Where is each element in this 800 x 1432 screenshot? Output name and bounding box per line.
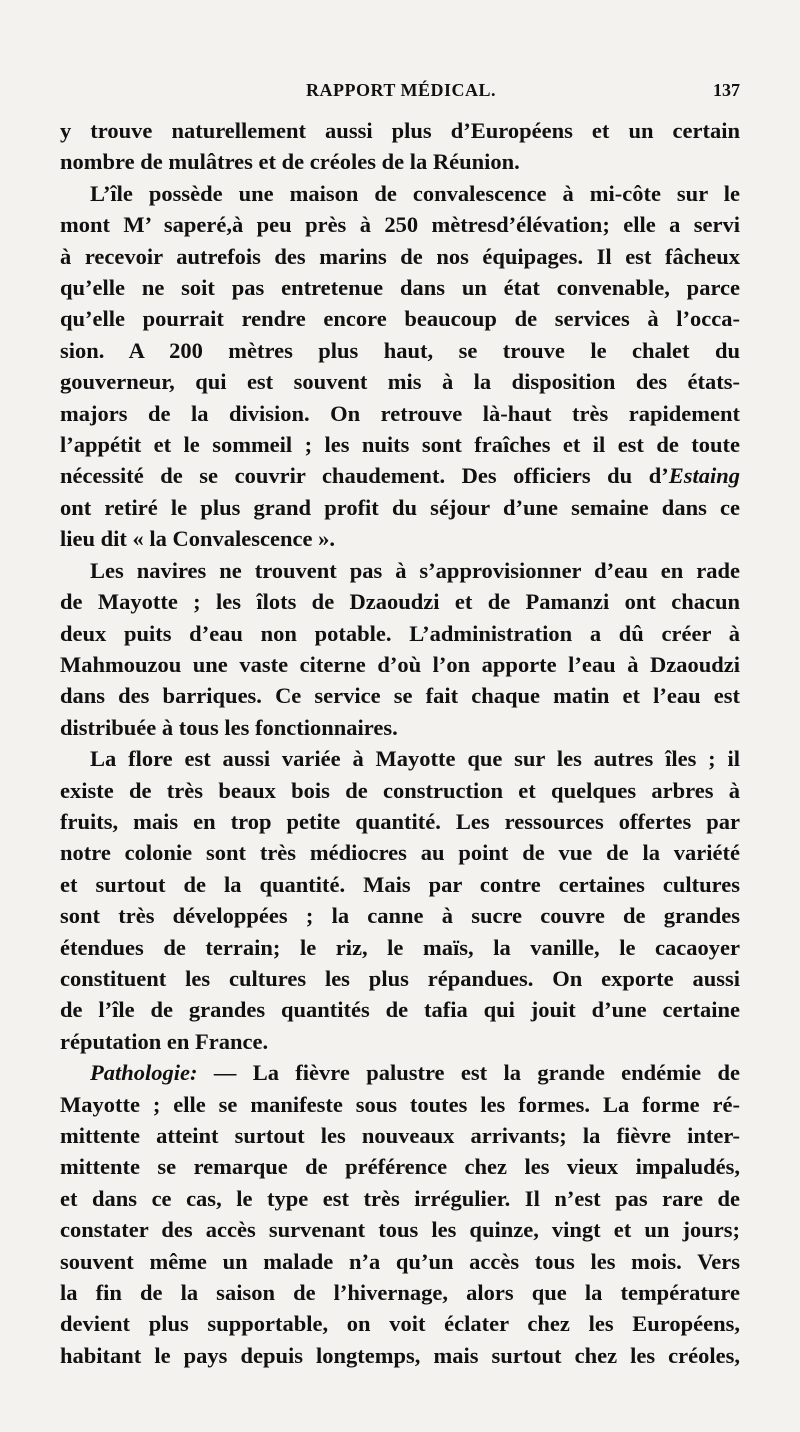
text-line: et surtout de la quantité. Mais par contre certaines cultures: [60, 871, 740, 897]
text-line: L’île possède une maison de convalescence à mi-côte sur le: [90, 180, 740, 206]
text-line: qu’elle ne soit pas entretenue dans un état convenable, parce: [60, 275, 740, 301]
page-header: [62, 80, 740, 112]
paragraph: [60, 115, 740, 178]
text-line: et dans ce cas, le type est très irrégulier. Il n’est pas rare de: [60, 1185, 740, 1211]
text-line: fruits, mais en trop petite quantité. Les ressources offertes par: [60, 808, 740, 834]
text-line: souvent même un malade n’a qu’un accès tous les mois. Vers: [60, 1248, 740, 1274]
text-line: dans des barriques. Ce service se fait chaque matin et l’eau est: [60, 683, 740, 709]
text-line: la fin de la saison de l’hivernage, alors que la température: [60, 1280, 740, 1306]
text-line: y trouve naturellement aussi plus d’Européens et un certain: [60, 118, 740, 143]
text-line: constituent les cultures les plus répandues. On exporte aussi: [60, 965, 740, 991]
text-line: sion. A 200 mètres plus haut, se trouve le chalet du: [60, 337, 740, 363]
text-line: Mayotte ; elle se manifeste sous toutes les formes. La forme ré-: [60, 1091, 740, 1117]
text-line: l’appétit et le sommeil ; les nuits sont fraîches et il est de toute: [60, 432, 740, 458]
text-line: mittente atteint surtout les nouveaux arrivants; la fièvre inter-: [60, 1123, 740, 1148]
text-line: notre colonie sont très médiocres au point de vue de la variété: [60, 840, 740, 866]
text-line: devient plus supportable, on voit éclater chez les Européens,: [60, 1311, 740, 1337]
text-line: existe de très beaux bois de construction et quelques arbres à: [60, 777, 740, 803]
text-line: mittente se remarque de préférence chez les vieux impaludés,: [60, 1154, 740, 1180]
text-line: deux puits d’eau non potable. L’administration a dû créer à: [60, 620, 740, 646]
paragraph: [60, 1057, 740, 1371]
text-line: gouverneur, qui est souvent mis à la disposition des états-: [60, 369, 740, 395]
text-line: majors de la division. On retrouve là-haut très rapidement: [60, 400, 740, 426]
text-line: [60, 460, 740, 491]
text-segment: nécessité de se couvrir chaudement. Des officiers du d’: [60, 463, 669, 489]
text-line: La flore est aussi variée à Mayotte que sur les autres îles ; il: [90, 746, 740, 772]
text-line: [60, 1057, 740, 1088]
text-line: Les navires ne trouvent pas à s’approvisionner d’eau en rade: [90, 557, 740, 583]
text-line: nombre de mulâtres et de créoles de la Réunion.: [60, 149, 520, 175]
text-line: à recevoir autrefois des marins de nos équipages. Il est fâcheux: [60, 243, 740, 269]
text-line: qu’elle pourrait rendre encore beaucoup de services à l’occa-: [60, 306, 740, 332]
text-line: distribuée à tous les fonctionnaires.: [60, 714, 398, 740]
text-line: de Mayotte ; les îlots de Dzaoudzi et de Pamanzi ont chacun: [60, 589, 740, 615]
text-line: mont M’ saperé,à peu près à 250 mètresd’élévation; elle a servi: [60, 212, 740, 238]
text-line: sont très développées ; la canne à sucre couvre de grandes: [60, 903, 740, 929]
paragraph: [60, 555, 740, 743]
text-line: lieu dit « la Convalescence ».: [60, 526, 335, 552]
text-line: Mahmouzou une vaste citerne d’où l’on apporte l’eau à Dzaoudzi: [60, 651, 740, 677]
text-line: habitant le pays depuis longtemps, mais surtout chez les créoles,: [60, 1342, 740, 1368]
text-segment: — La fièvre palustre est la grande endémie de: [197, 1060, 740, 1086]
running-title: RAPPORT MÉDICAL.: [305, 80, 497, 100]
paragraph: [60, 178, 740, 555]
ship-name: Estaing: [668, 463, 740, 489]
text-line: étendues de terrain; le riz, le maïs, la vanille, le cacaoyer: [60, 934, 740, 960]
text-line: de l’île de grandes quantités de tafia qui jouit d’une certaine: [60, 997, 740, 1023]
body-text: [60, 115, 740, 1371]
pathology-heading: Pathologie:: [90, 1060, 198, 1086]
page-number: 137: [713, 80, 740, 100]
text-line: constater des accès survenant tous les quinze, vingt et un jours;: [60, 1217, 740, 1243]
paragraph: [60, 743, 740, 1057]
text-line: ont retiré le plus grand profit du séjour d’une semaine dans ce: [60, 494, 740, 520]
text-line: réputation en France.: [60, 1028, 269, 1054]
